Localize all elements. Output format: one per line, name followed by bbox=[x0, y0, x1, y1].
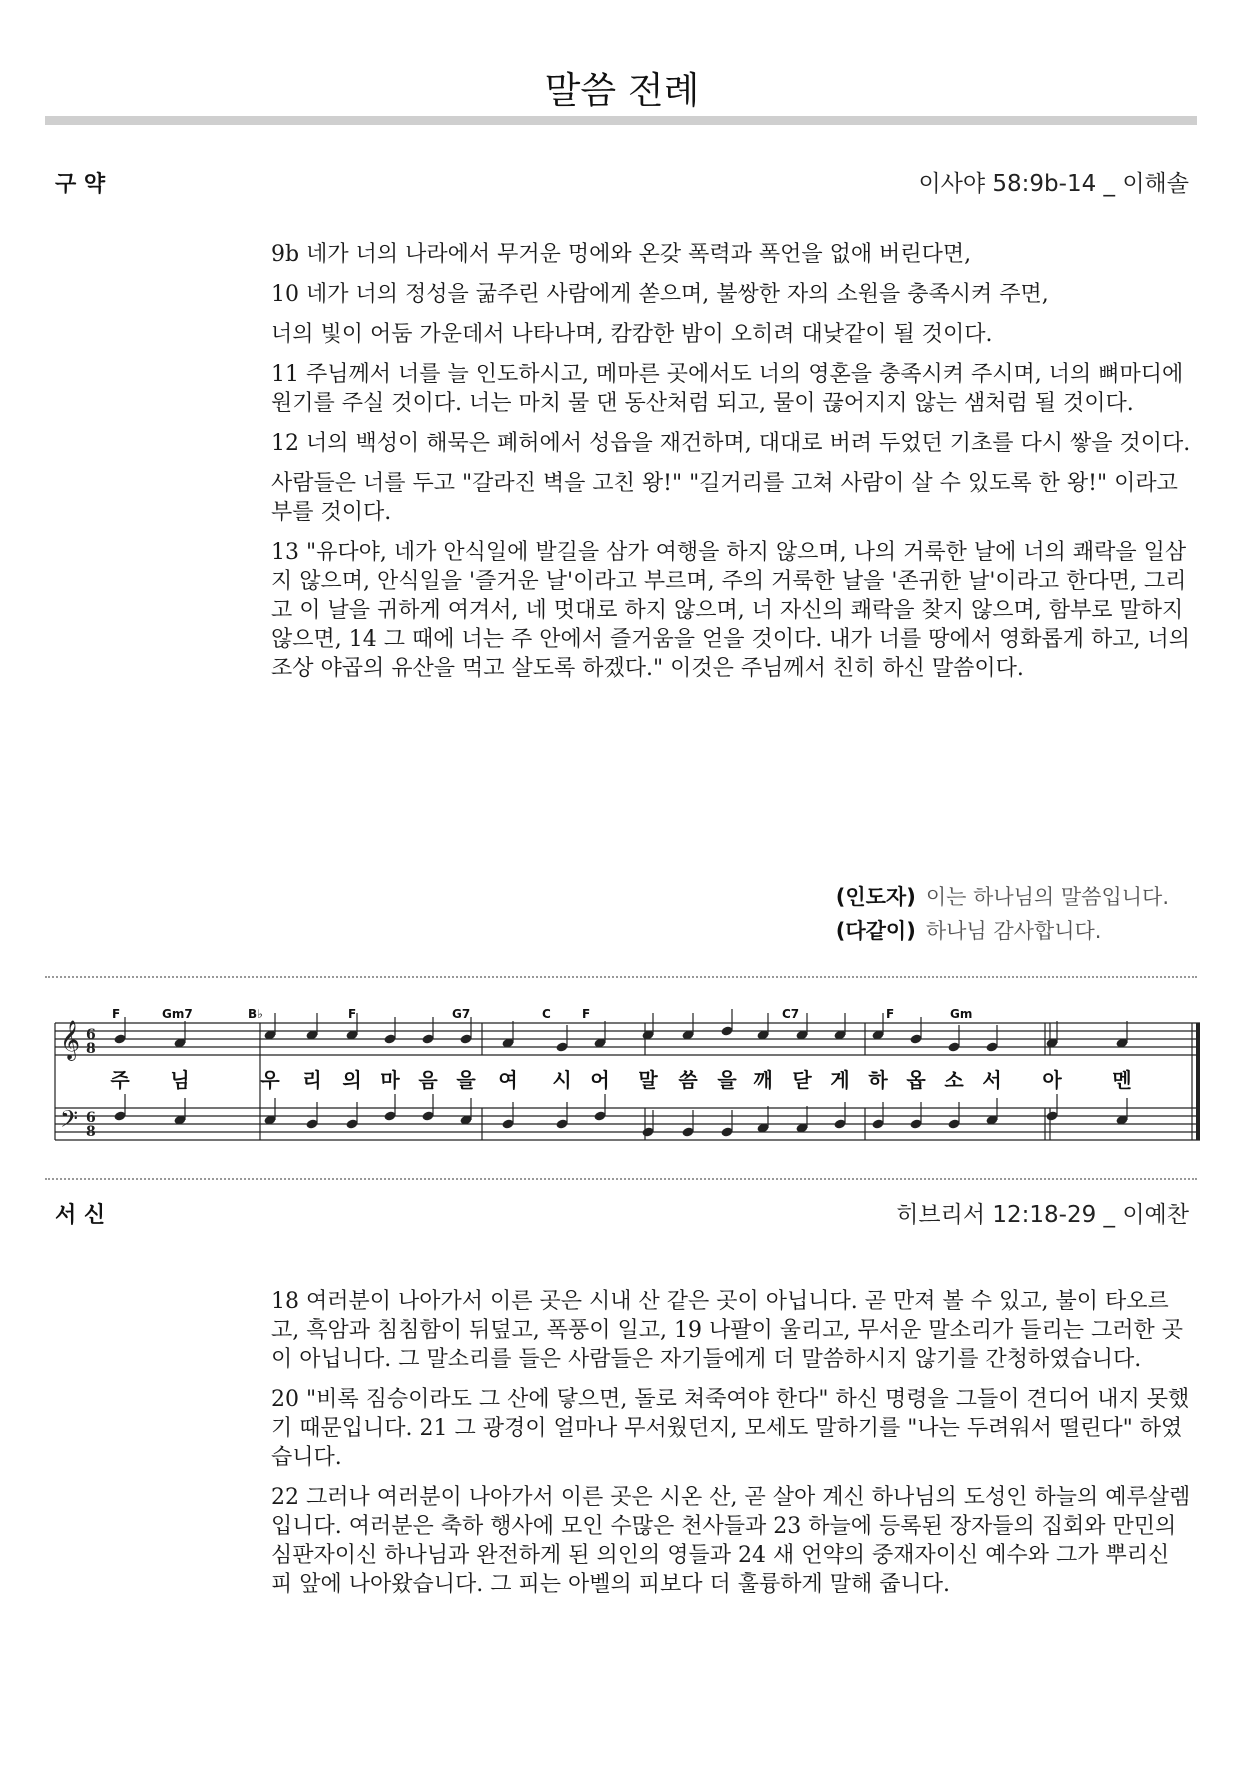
chord-symbol: Gm7 bbox=[162, 1007, 193, 1021]
chord-symbol: Gm bbox=[950, 1007, 973, 1021]
all-text: 하나님 감사합니다. bbox=[925, 919, 1102, 943]
congregation-response bbox=[836, 914, 1169, 948]
verse-paragraph: 너의 빛이 어둠 가운데서 나타나며, 캄캄한 밤이 오히려 대낮같이 될 것이다. bbox=[271, 322, 993, 347]
lyric-syllable: 님 bbox=[170, 1068, 190, 1092]
lyric-syllable: 리 bbox=[302, 1068, 322, 1092]
leader-text: 이는 하나님의 말씀입니다. bbox=[925, 885, 1169, 909]
lyric-syllable: 주 bbox=[110, 1068, 130, 1092]
verse-paragraph: 12 너의 백성이 해묵은 폐허에서 성읍을 재건하며, 대대로 버려 두었던 기초를 다시 쌓을 것이다. bbox=[271, 431, 1191, 456]
lyric-syllable: 옵 bbox=[906, 1068, 926, 1092]
lyric-syllable: 우 bbox=[260, 1068, 280, 1092]
page-title: 말씀 전례 bbox=[544, 69, 700, 112]
lyric-syllable: 마 bbox=[380, 1068, 400, 1092]
lyrics bbox=[110, 1068, 1131, 1092]
lyric-syllable: 말 bbox=[638, 1068, 658, 1092]
verse-paragraph: 9b 네가 너의 나라에서 무거운 멍에와 온갖 폭력과 폭언을 없애 버린다면, bbox=[271, 242, 972, 267]
epistle-reference: 히브리서 12:18-29 _ 이예찬 bbox=[896, 1202, 1189, 1228]
lyric-syllable: 소 bbox=[944, 1068, 964, 1092]
chord-symbol: F bbox=[348, 1007, 357, 1021]
old-testament-label: 구 약 bbox=[55, 172, 106, 197]
epistle-reading bbox=[271, 1287, 1191, 1610]
lyric-syllable: 씀 bbox=[678, 1068, 698, 1092]
time-signature-top: 6 bbox=[86, 1027, 96, 1043]
music-bottom-divider bbox=[45, 1178, 1197, 1180]
response-block bbox=[836, 880, 1169, 948]
lyric-syllable: 여 bbox=[498, 1068, 518, 1092]
verse-paragraph: 사람들은 너를 두고 "갈라진 벽을 고친 왕!" "길거리를 고쳐 사람이 살 수 있도록 한 왕!" 이라고 부를 것이다. bbox=[271, 471, 1178, 525]
verse-paragraph: 11 주님께서 너를 늘 인도하시고, 메마른 곳에서도 너의 영혼을 충족시켜 주시며, 너의 뼈마디에 원기를 주실 것이다. 너는 마치 물 댄 동산처럼 되고, 물이 끊어지지 않는 샘처럼 될 것이다. bbox=[271, 362, 1184, 416]
lyric-syllable: 서 bbox=[982, 1068, 1002, 1092]
lyric-syllable: 어 bbox=[590, 1068, 610, 1092]
chord-symbol: F bbox=[112, 1007, 121, 1021]
epistle-label: 서 신 bbox=[55, 1203, 106, 1228]
time-signature-top-lower: 8 bbox=[86, 1041, 96, 1057]
leader-response bbox=[836, 880, 1169, 914]
chord-symbol: F bbox=[582, 1007, 591, 1021]
chord-symbols bbox=[112, 1007, 972, 1021]
time-signature-bottom-lower: 8 bbox=[86, 1124, 96, 1140]
lyric-syllable: 게 bbox=[830, 1068, 850, 1092]
lyric-syllable: 음 bbox=[418, 1068, 438, 1092]
verse-paragraph: 10 네가 너의 정성을 굶주린 사람에게 쏟으며, 불쌍한 자의 소원을 충족시켜 주면, bbox=[271, 282, 1049, 307]
response-hymn-score bbox=[50, 1003, 1210, 1163]
verse-paragraph: 20 "비록 짐승이라도 그 산에 닿으면, 돌로 쳐죽여야 한다" 하신 명령을 그들이 견디어 내지 못했기 때문입니다. 21 그 광경이 얼마나 무서웠던지, 모세도 말하기를 "나는 두려워서 떨린다" 하였습니다. bbox=[271, 1387, 1190, 1470]
verse-paragraph: 22 그러나 여러분이 나아가서 이른 곳은 시온 산, 곧 살아 계신 하나님의 도성인 하늘의 예루살렘입니다. 여러분은 축하 행사에 모인 수많은 천사들과 23 하늘에 등록된 장자들의 집회와 만민의 심판자이신 하나님과 완전하게 된 의인의 영들과 24 새 언약의 중재자이신 예수와 그가 뿌리신 피 앞에 나아왔습니다. 그 피는 아벨의 피보다 더 훌륭하게 말해 줍니다. bbox=[271, 1485, 1191, 1597]
lyric-syllable: 하 bbox=[868, 1068, 888, 1092]
lyric-syllable: 을 bbox=[717, 1068, 737, 1092]
chord-symbol: C7 bbox=[782, 1007, 800, 1021]
verse-paragraph: 18 여러분이 나아가서 이른 곳은 시내 산 같은 곳이 아닙니다. 곧 만져 볼 수 있고, 불이 타오르고, 흑암과 침침함이 뒤덮고, 폭풍이 일고, 19 나팔이 울리고, 무서운 말소리가 들리는 그러한 곳이 아닙니다. 그 말소리를 들은 사람들은 자기들에게 더 말씀하시지 않기를 간청하였습니다. bbox=[271, 1289, 1183, 1372]
lyric-syllable: 의 bbox=[342, 1068, 362, 1092]
time-signature-bottom: 6 bbox=[86, 1110, 96, 1126]
verse-paragraph: 13 "유다야, 네가 안식일에 발길을 삼가 여행을 하지 않으며, 나의 거룩한 날에 너의 쾌락을 일삼지 않으며, 안식일을 '즐거운 날'이라고 부르며, 주의 거룩한 날을 '존귀한 날'이라고 한다면, 그리고 이 날을 귀하게 여겨서, 네 멋대로 하지 않으며, 너 자신의 쾌락을 찾지 않으며, 함부로 말하지 않으면, 14 그 때에 너는 주 안에서 즐거움을 얻을 것이다. 내가 너를 땅에서 영화롭게 하고, 너의 조상 야곱의 유산을 먹고 살도록 하겠다." 이것은 주님께서 친히 하신 말씀이다. bbox=[271, 540, 1190, 681]
chord-symbol: F bbox=[886, 1007, 895, 1021]
old-testament-reference: 이사야 58:9b-14 _ 이해솔 bbox=[918, 171, 1189, 197]
chord-symbol: B♭ bbox=[248, 1007, 263, 1021]
treble-clef-icon: 𝄞 bbox=[60, 1020, 81, 1060]
lyric-syllable: 을 bbox=[456, 1068, 476, 1092]
lyric-syllable: 멘 bbox=[1112, 1068, 1132, 1092]
lyric-syllable: 아 bbox=[1042, 1068, 1062, 1092]
lyric-syllable: 닫 bbox=[792, 1068, 812, 1092]
music-top-divider bbox=[45, 976, 1197, 978]
lyric-syllable: 깨 bbox=[753, 1068, 773, 1092]
bass-clef-icon: 𝄢 bbox=[60, 1105, 79, 1138]
all-label: (다같이) bbox=[835, 919, 916, 943]
old-testament-reading bbox=[271, 240, 1191, 694]
staff-lines bbox=[55, 1023, 1200, 1140]
lyric-syllable: 시 bbox=[552, 1068, 572, 1092]
chord-symbol: C bbox=[542, 1007, 551, 1021]
leader-label: (인도자) bbox=[835, 885, 916, 909]
chord-symbol: G7 bbox=[452, 1007, 471, 1021]
title-divider bbox=[45, 116, 1197, 125]
